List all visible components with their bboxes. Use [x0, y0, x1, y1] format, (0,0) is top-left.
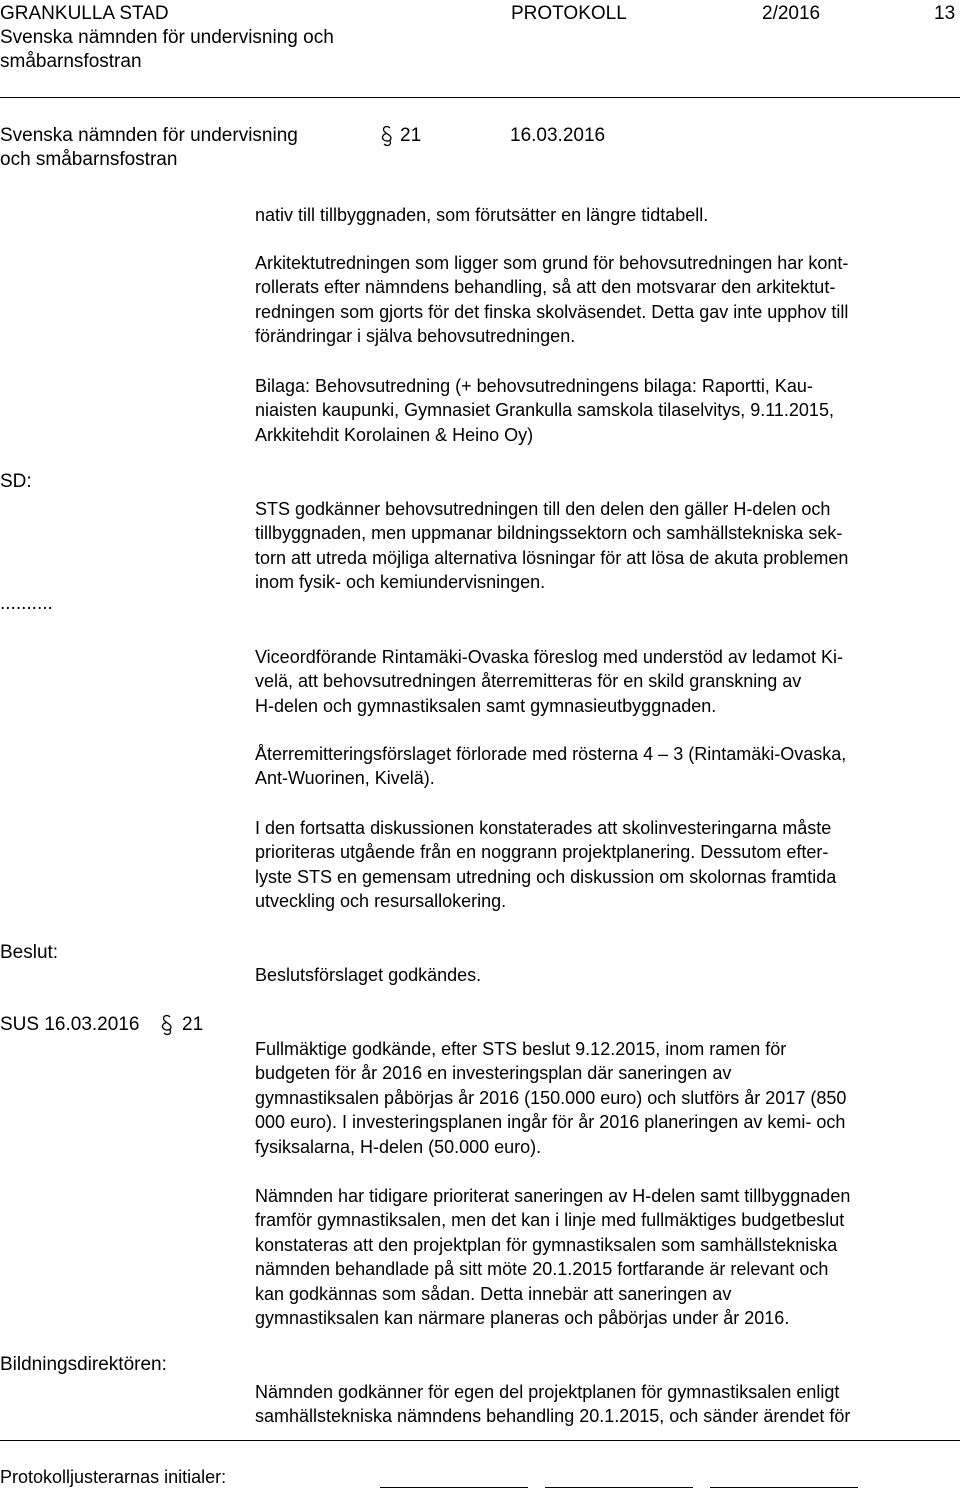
dots-label: .......... — [0, 593, 53, 614]
vote-result-paragraph: Återremitteringsförslaget förlorade med rösterna 4 – 3 (Rintamäki-Ovaska, Ant-Wuorinen, Kivelä). — [255, 744, 847, 789]
initials-label: Protokolljusterarnas initialer: — [0, 1467, 227, 1487]
initials-line-2 — [545, 1487, 693, 1488]
committee-name-line1: Svenska nämnden för undervisning och — [0, 27, 334, 48]
beslut-label: Beslut: — [0, 942, 59, 963]
section-sign-icon — [160, 1014, 174, 1036]
footer-rule — [0, 1440, 960, 1441]
discussion-paragraph: I den fortsatta diskussionen konstaterades att skolinvesteringarna måste prioriteras utgående från en noggrann projektplanering. Dessutom efter- lyste STS en gemensam utredning och diskussion om skolornas framtida utveckling och resursallokering. — [255, 818, 837, 912]
paragraph-1: nativ till tillbyggnaden, som förutsätter en längre tidtabell. — [255, 205, 709, 225]
sus-reference — [0, 1013, 139, 1037]
priority-paragraph: Nämnden har tidigare prioriterat saneringen av H-delen samt tillbyggnaden framför gymnastiksalen, men det kan i linje med fullmäktiges budgetbeslut konstateras att den projektplan för gymnastiksalen som samhällstekniska nämnden behandlade på sitt möte 20.1.2015 fortfarande är relevant och kan godkännas som sådan. Detta innebär att saneringen av gymnastiksalen kan närmare planeras och påbörjas under år 2016. — [255, 1186, 851, 1329]
document-number: 2/2016 — [762, 3, 821, 24]
sd-label: SD: — [0, 471, 32, 492]
initials-line-1 — [380, 1487, 528, 1488]
decision-paragraph: Beslutsförslaget godkändes. — [255, 965, 482, 985]
org-name: GRANKULLA STAD — [0, 3, 169, 24]
council-paragraph: Fullmäktige godkände, efter STS beslut 9.12.2015, inom ramen för budgeten för år 2016 en investeringsplan där saneringen av gymnastiksalen påbörjas år 2016 (150.000 euro) och slutförs år 2017 (850 000 euro). I investeringsplanen ingår för år 2016 planeringen av kemi- och fysiksalarna, H-delen (50.000 euro). — [255, 1039, 847, 1157]
paragraph-2: Arkitektutredningen som ligger som grund för behovsutredningen har kont- rollerats efter nämndens behandling, så att den motsvarar den arkitektut- redningen som gjorts för det finska skolväsendet. Detta gav inte upphov till förändringar i själva behovsutredningen. — [255, 253, 849, 347]
attachment-paragraph: Bilaga: Behovsutredning (+ behovsutredningens bilaga: Raportti, Kau- niaisten kaupunki, Gymnasiet Grankulla samskola tilaselvitys, 9.11.2015, Arkkitehdit Korolainen & Heino Oy) — [255, 376, 834, 445]
page-number: 13 — [934, 3, 956, 24]
attachment-label: Bilaga: — [255, 376, 311, 396]
sd-proposal-paragraph: STS godkänner behovsutredningen till den delen den gäller H-delen och tillbyggnaden, men uppmanar bildningssektorn och samhällstekniska sek- torn att utreda möjliga alternativa lösningar för att lösa de akuta problemen inom fysik- och kemiundervisningen. — [255, 499, 849, 593]
approval-paragraph: Nämnden godkänner för egen del projektplanen för gymnastiksalen enligt samhällstekniska nämndens behandling 20.1.2015, och sänder ärendet för — [255, 1382, 851, 1427]
committee-name-line2: småbarnsfostran — [0, 51, 142, 72]
section-sign-icon — [380, 125, 394, 147]
vice-chair-proposal-paragraph: Viceordförande Rintamäki-Ovaska föreslog med understöd av ledamot Ki- velä, att behovsutredningen återremitteras för en skild granskning av H-delen och gymnastiksalen samt gymnasieutbyggnaden. — [255, 647, 843, 716]
initials-line-3 — [710, 1487, 858, 1488]
subheader-committee-line1: Svenska nämnden för undervisning — [0, 125, 298, 146]
section-number: 21 — [400, 125, 422, 146]
meeting-date: 16.03.2016 — [510, 125, 606, 146]
header-rule — [0, 97, 960, 98]
sus-section-number: 21 — [182, 1014, 204, 1035]
sus-date: SUS 16.03.2016 — [0, 1014, 140, 1035]
document-type: PROTOKOLL — [511, 3, 627, 24]
bildning-label: Bildningsdirektören: — [0, 1354, 167, 1375]
subheader-committee-line2: och småbarnsfostran — [0, 149, 178, 170]
